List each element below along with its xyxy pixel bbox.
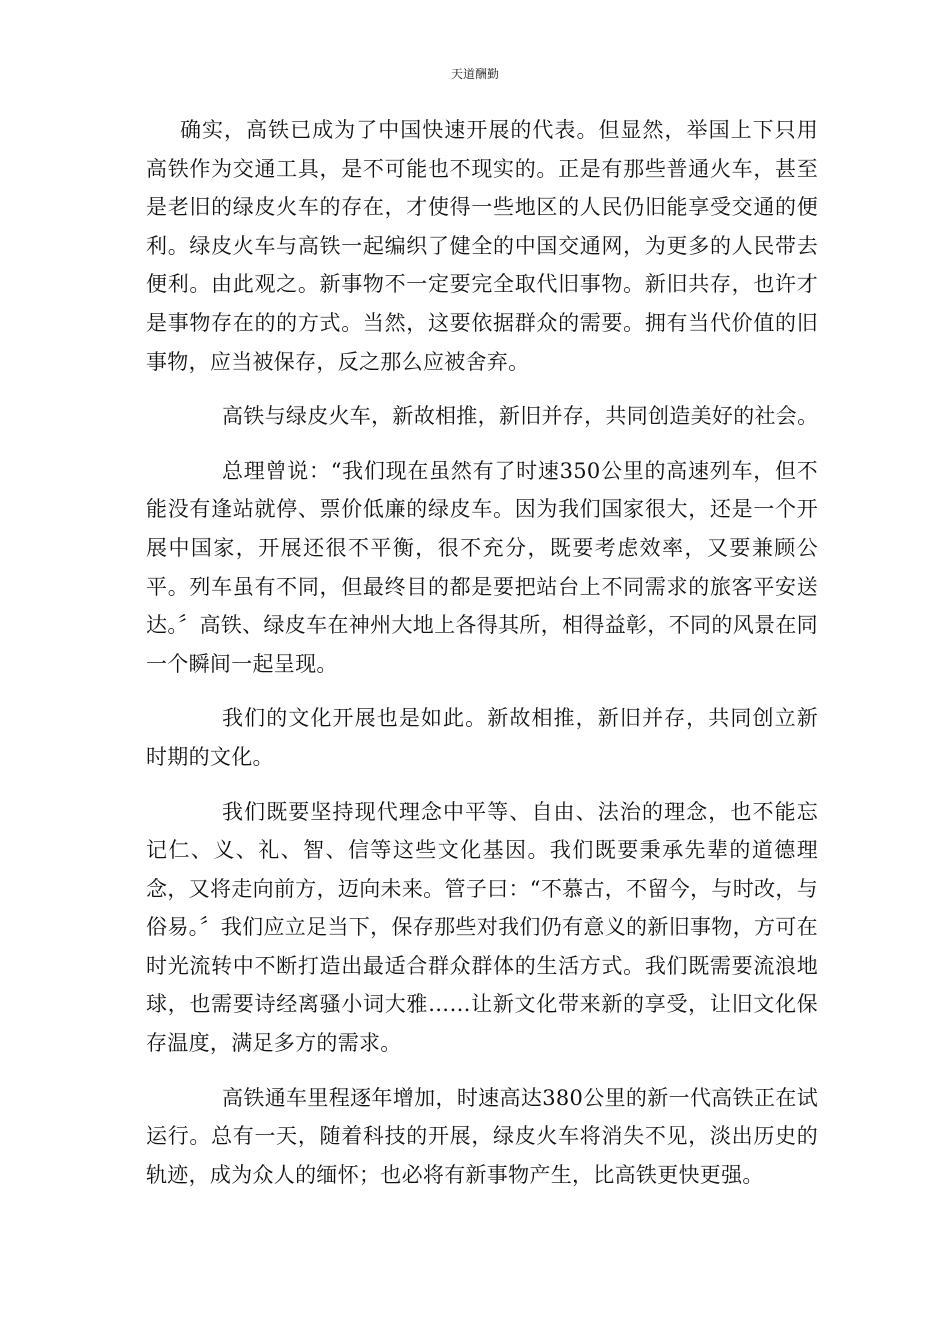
paragraph-1: 确实，高铁已成为了中国快速开展的代表。但显然，举国上下只用高铁作为交通工具，是不可能也不现实的。正是有那些普通火车，甚至是老旧的绿皮火车的存在，才使得一些地区的人民仍旧能享受交通的便利。绿皮火车与高铁一起编织了健全的中国交通网，为更多的人民带去便利。由此观之。新事物不一定要完全取代旧事物。新旧共存，也许才是事物存在的的方式。当然，这要依据群众的需要。拥有当代价值的旧事物，应当被保存，反之那么应被舍弃。 [146,118,818,374]
paragraph-5: 我们既要坚持现代理念中平等、自由、法治的理念，也不能忘记仁、义、礼、智、信等这些文化基因。我们既要秉承先辈的道德理念，又将走向前方，迈向未来。管子曰：“不慕古，不留今，与时改，与俗易。〞我们应立足当下，保存那些对我们仍有意义的新旧事物，方可在时光流转中不断打造出最适合群众群体的生活方式。我们既需要流浪地球，也需要诗经离骚小词大雅……让新文化带来新的享受，让旧文化保存温度，满足多方的需求。 [146,799,818,1056]
paragraph-4: 我们的文化开展也是如此。新故相推，新旧并存，共同创立新时期的文化。 [146,706,818,769]
paragraph-3: 总理曾说：“我们现在虽然有了时速350公里的高速列车，但不能没有逢站就停、票价低廉的绿皮车。因为我们国家很大，还是一个开展中国家，开展还很不平衡，很不充分，既要考虑效率，又要兼顾公平。列车虽有不同，但最终目的都是要把站台上不同需求的旅客平安送达。〞高铁、绿皮车在神州大地上各得其所，相得益彰，不同的风景在同一个瞬间一起呈现。 [146,458,818,676]
paragraph-6: 高铁通车里程逐年增加，时速高达380公里的新一代高铁正在试运行。总有一天，随着科技的开展，绿皮火车将消失不见，淡出历史的轨迹，成为众人的缅怀；也必将有新事物产生，比高铁更快更强。 [146,1085,818,1187]
page-header: 天道酬勤 [450,67,499,81]
document-body [146,111,818,1194]
paragraph-2: 高铁与绿皮火车，新故相推，新旧并存，共同创造美好的社会。 [222,404,819,429]
